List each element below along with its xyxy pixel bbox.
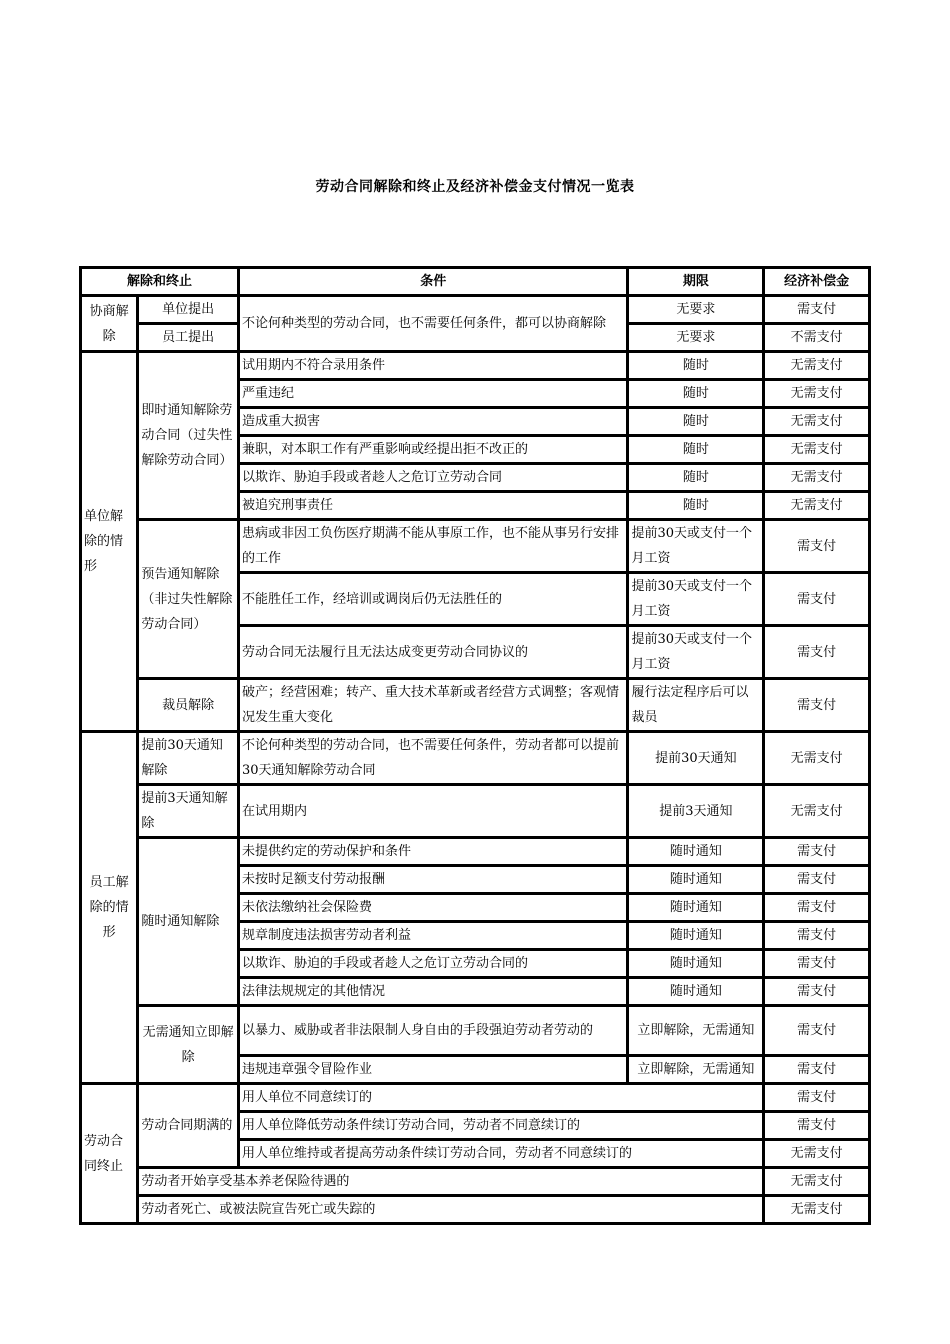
- group-contract-end: 劳动合同终止: [81, 1084, 137, 1223]
- compensation-table: [79, 266, 871, 1225]
- subgroup-label: 单位提出: [138, 296, 238, 323]
- condition-cell: 未提供约定的劳动保护和条件: [239, 838, 627, 865]
- period-cell: 随时通知: [628, 922, 763, 949]
- compensation-cell: 需支付: [764, 679, 869, 731]
- period-cell: 随时通知: [628, 894, 763, 921]
- compensation-cell: 需支付: [764, 520, 869, 572]
- condition-cell: 以欺诈、胁迫的手段或者趁人之危订立劳动合同的: [239, 950, 627, 977]
- period-cell: 随时: [628, 464, 763, 491]
- condition-cell: 试用期内不符合录用条件: [239, 352, 627, 379]
- condition-cell: 用人单位维持或者提高劳动条件续订劳动合同，劳动者不同意续订的: [239, 1140, 763, 1167]
- compensation-cell: 需支付: [764, 296, 869, 323]
- condition-cell: 兼职，对本职工作有严重影响或经提出拒不改正的: [239, 436, 627, 463]
- compensation-cell: 需支付: [764, 838, 869, 865]
- table-row: [81, 352, 869, 379]
- condition-cell: 未按时足额支付劳动报酬: [239, 866, 627, 893]
- subgroup-label: 提前30天通知解除: [138, 732, 238, 784]
- period-cell: 随时: [628, 352, 763, 379]
- subgroup-label: 提前3天通知解除: [138, 785, 238, 837]
- period-cell: 履行法定程序后可以裁员: [628, 679, 763, 731]
- period-cell: 提前30天或支付一个月工资: [628, 520, 763, 572]
- subgroup-label: 预告通知解除（非过失性解除劳动合同）: [138, 520, 238, 678]
- compensation-cell: 需支付: [764, 922, 869, 949]
- table-row: [81, 1084, 869, 1111]
- period-cell: 无要求: [628, 296, 763, 323]
- table-row: [81, 520, 869, 572]
- compensation-cell: 无需支付: [764, 436, 869, 463]
- condition-cell: 不论何种类型的劳动合同，也不需要任何条件，都可以协商解除: [239, 296, 627, 351]
- compensation-cell: 无需支付: [764, 1168, 869, 1195]
- compensation-cell: 不需支付: [764, 324, 869, 351]
- compensation-cell: 需支付: [764, 626, 869, 678]
- condition-cell: 被追究刑事责任: [239, 492, 627, 519]
- document-title: 劳动合同解除和终止及经济补偿金支付情况一览表: [315, 179, 635, 195]
- table-row: [81, 1006, 869, 1055]
- period-cell: 随时: [628, 380, 763, 407]
- period-cell: 随时通知: [628, 950, 763, 977]
- compensation-cell: 无需支付: [764, 1140, 869, 1167]
- table-row: [81, 296, 869, 323]
- compensation-cell: 无需支付: [764, 732, 869, 784]
- subgroup-label: 劳动合同期满的: [138, 1084, 238, 1167]
- header-row: [81, 268, 869, 295]
- condition-cell: 劳动者死亡、或被法院宣告死亡或失踪的: [138, 1196, 763, 1223]
- condition-cell: 严重违纪: [239, 380, 627, 407]
- condition-cell: 劳动合同无法履行且无法达成变更劳动合同协议的: [239, 626, 627, 678]
- compensation-cell: 需支付: [764, 1084, 869, 1111]
- period-cell: 随时: [628, 408, 763, 435]
- period-cell: 随时通知: [628, 866, 763, 893]
- table-row: [81, 1168, 869, 1195]
- period-cell: 随时通知: [628, 838, 763, 865]
- condition-cell: 在试用期内: [239, 785, 627, 837]
- condition-cell: 造成重大损害: [239, 408, 627, 435]
- table-row: [81, 1196, 869, 1223]
- header-condition: 条件: [239, 268, 627, 295]
- header-compensation: 经济补偿金: [764, 268, 869, 295]
- table-row: [81, 838, 869, 865]
- compensation-cell: 无需支付: [764, 785, 869, 837]
- period-cell: 随时通知: [628, 978, 763, 1005]
- period-cell: 提前30天或支付一个月工资: [628, 626, 763, 678]
- condition-cell: 破产；经营困难；转产、重大技术革新或者经营方式调整；客观情况发生重大变化: [239, 679, 627, 731]
- subgroup-label: 裁员解除: [138, 679, 238, 731]
- header-period: 期限: [628, 268, 763, 295]
- subgroup-label: 随时通知解除: [138, 838, 238, 1005]
- compensation-cell: 需支付: [764, 1006, 869, 1055]
- condition-cell: 未依法缴纳社会保险费: [239, 894, 627, 921]
- subgroup-label: 即时通知解除劳动合同（过失性解除劳动合同）: [138, 352, 238, 519]
- subgroup-label: 无需通知立即解除: [138, 1006, 238, 1083]
- compensation-cell: 需支付: [764, 1056, 869, 1083]
- compensation-cell: 需支付: [764, 1112, 869, 1139]
- condition-cell: 违规违章强令冒险作业: [239, 1056, 627, 1083]
- period-cell: 无要求: [628, 324, 763, 351]
- period-cell: 立即解除，无需通知: [628, 1006, 763, 1055]
- compensation-cell: 无需支付: [764, 1196, 869, 1223]
- table-row: [81, 679, 869, 731]
- condition-cell: 不能胜任工作，经培训或调岗后仍无法胜任的: [239, 573, 627, 625]
- condition-cell: 以暴力、威胁或者非法限制人身自由的手段强迫劳动者劳动的: [239, 1006, 627, 1055]
- table-row: [81, 785, 869, 837]
- compensation-cell: 无需支付: [764, 380, 869, 407]
- period-cell: 随时: [628, 492, 763, 519]
- compensation-cell: 无需支付: [764, 492, 869, 519]
- compensation-cell: 需支付: [764, 894, 869, 921]
- period-cell: 提前3天通知: [628, 785, 763, 837]
- condition-cell: 规章制度违法损害劳动者利益: [239, 922, 627, 949]
- group-mutual: 协商解除: [81, 296, 137, 351]
- subgroup-label: 员工提出: [138, 324, 238, 351]
- period-cell: 提前30天或支付一个月工资: [628, 573, 763, 625]
- condition-cell: 不论何种类型的劳动合同，也不需要任何条件，劳动者都可以提前30天通知解除劳动合同: [239, 732, 627, 784]
- compensation-cell: 无需支付: [764, 408, 869, 435]
- group-employee-termination: 员工解除的情形: [81, 732, 137, 1083]
- condition-cell: 用人单位降低劳动条件续订劳动合同，劳动者不同意续订的: [239, 1112, 763, 1139]
- compensation-cell: 需支付: [764, 950, 869, 977]
- condition-cell: 以欺诈、胁迫手段或者趁人之危订立劳动合同: [239, 464, 627, 491]
- header-type: 解除和终止: [81, 268, 238, 295]
- compensation-cell: 无需支付: [764, 352, 869, 379]
- condition-cell: 法律法规规定的其他情况: [239, 978, 627, 1005]
- period-cell: 提前30天通知: [628, 732, 763, 784]
- condition-cell: 用人单位不同意续订的: [239, 1084, 763, 1111]
- condition-cell: 患病或非因工负伤医疗期满不能从事原工作，也不能从事另行安排的工作: [239, 520, 627, 572]
- period-cell: 随时: [628, 436, 763, 463]
- table-row: [81, 732, 869, 784]
- compensation-cell: 需支付: [764, 573, 869, 625]
- period-cell: 立即解除，无需通知: [628, 1056, 763, 1083]
- group-employer-termination: 单位解除的情形: [81, 352, 137, 731]
- condition-cell: 劳动者开始享受基本养老保险待遇的: [138, 1168, 763, 1195]
- compensation-cell: 需支付: [764, 978, 869, 1005]
- compensation-cell: 无需支付: [764, 464, 869, 491]
- compensation-cell: 需支付: [764, 866, 869, 893]
